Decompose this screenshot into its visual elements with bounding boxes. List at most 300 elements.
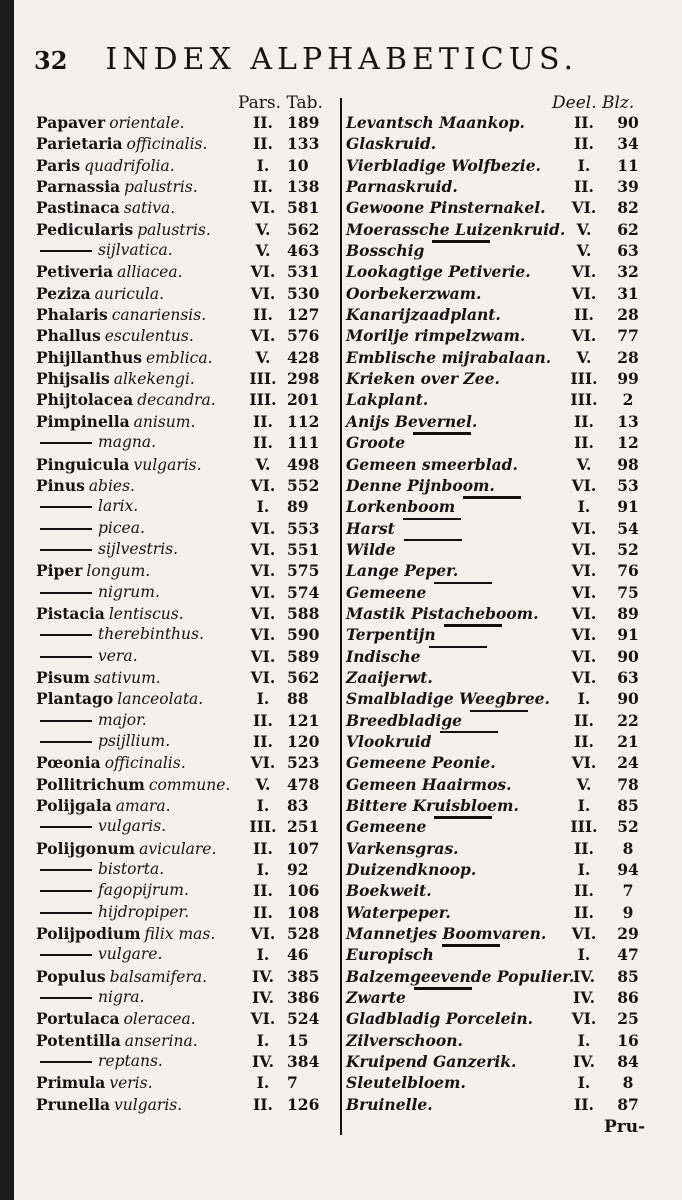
index-row	[0, 539, 682, 560]
deel-number: I.	[577, 1073, 591, 1093]
blz-number: 85	[617, 966, 639, 986]
dutch-name-text: Harst	[346, 518, 395, 538]
ditto-line	[432, 240, 490, 243]
latin-genus: Polijgala	[36, 796, 112, 815]
tab-number: 384	[287, 1052, 320, 1072]
pars-number: VI.	[250, 198, 276, 218]
tab-number: 89	[287, 497, 309, 517]
deel-number: II.	[574, 411, 594, 431]
deel-number: VI.	[571, 198, 597, 218]
deel-number: V.	[576, 241, 592, 261]
latin-species: sijlvatica.	[98, 241, 173, 260]
latin-species: nigra.	[98, 988, 145, 1007]
deel-number: II.	[574, 881, 594, 901]
tab-number: 120	[287, 731, 320, 751]
dutch-name	[346, 795, 546, 816]
tab-number: 553	[287, 518, 320, 538]
pars-number: III.	[249, 390, 277, 410]
blz-number: 99	[617, 369, 639, 389]
blz-number: 90	[617, 113, 639, 132]
deel-number: VI.	[571, 262, 597, 282]
blz-number: 90	[617, 646, 639, 666]
tab-number: 7	[287, 1073, 298, 1093]
tab-number: 463	[287, 241, 320, 261]
pars-number: III.	[249, 369, 277, 389]
index-row	[0, 283, 682, 304]
dutch-name	[346, 816, 546, 837]
latin-genus: Portulaca	[36, 1009, 120, 1029]
deel-number: II.	[574, 1094, 594, 1114]
blz-number: 47	[617, 945, 639, 965]
latin-name	[36, 731, 236, 752]
latin-name	[36, 389, 236, 411]
latin-species: picea.	[98, 518, 145, 537]
tab-number: 251	[287, 817, 320, 837]
ditto-dash	[40, 869, 92, 871]
tab-number: 10	[287, 155, 309, 175]
dutch-name	[346, 197, 546, 218]
latin-name	[36, 902, 236, 923]
deel-number: II.	[574, 838, 594, 858]
deel-number: II.	[574, 305, 594, 325]
index-row	[0, 646, 682, 667]
dutch-name	[346, 838, 546, 859]
ditto-dash	[40, 549, 92, 551]
blz-number: 16	[617, 1030, 639, 1050]
index-row	[0, 475, 682, 496]
tab-number: 562	[287, 219, 320, 239]
deel-number: VI.	[571, 326, 597, 346]
latin-genus: Polijgonum	[36, 838, 136, 858]
latin-name	[36, 1094, 236, 1116]
tab-number: 574	[287, 582, 320, 602]
index-row	[0, 710, 682, 731]
deel-number: IV.	[573, 988, 595, 1008]
dutch-name-text: Mannetjes Boomvaren.	[346, 924, 547, 944]
index-row	[0, 176, 682, 197]
latin-species: orientale.	[109, 114, 185, 132]
dutch-name-text: Kanarijzaadplant.	[346, 305, 501, 325]
tab-number: 108	[287, 902, 320, 922]
tab-number: 83	[287, 796, 309, 815]
tab-number: 576	[287, 326, 320, 346]
latin-name	[36, 539, 236, 560]
dutch-name	[346, 710, 546, 731]
tab-number: 126	[287, 1094, 320, 1114]
latin-genus: Pinguicula	[36, 454, 130, 474]
deel-number: III.	[570, 390, 598, 410]
dutch-name	[346, 944, 546, 965]
dutch-name	[346, 539, 546, 560]
dutch-name-text: Gewoone Pinsternakel.	[346, 198, 546, 218]
latin-name	[36, 987, 236, 1008]
tab-number: 127	[287, 305, 320, 325]
index-row	[0, 347, 682, 368]
tab-number: 530	[287, 283, 320, 303]
blz-number: 77	[617, 326, 639, 346]
blz-number: 7	[622, 881, 634, 901]
latin-genus: Petiveria	[36, 262, 114, 282]
deel-number: VI.	[571, 1009, 597, 1029]
latin-species: anisum.	[133, 412, 196, 431]
dutch-name	[346, 859, 546, 880]
pars-number: VI.	[250, 539, 276, 559]
latin-name	[36, 880, 236, 901]
pars-number: I.	[256, 497, 270, 517]
latin-genus: Pistacia	[36, 603, 105, 623]
blz-number: 13	[617, 411, 639, 431]
tab-number: 138	[287, 177, 320, 197]
latin-name	[36, 923, 236, 945]
latin-name	[36, 1008, 236, 1030]
dutch-name	[346, 261, 546, 282]
blz-number: 52	[617, 817, 639, 837]
deel-number: V.	[576, 454, 592, 474]
latin-genus: Potentilla	[36, 1030, 121, 1050]
tab-number: 92	[287, 860, 309, 880]
latin-name	[36, 1051, 236, 1072]
pars-number: II.	[253, 881, 273, 901]
ditto-dash	[40, 634, 92, 636]
dutch-name	[346, 496, 546, 517]
pars-number: IV.	[252, 1052, 274, 1072]
latin-name	[36, 710, 236, 731]
dutch-name	[346, 774, 546, 795]
deel-number: VI.	[571, 561, 597, 581]
latin-name	[36, 155, 236, 177]
blz-number: 12	[617, 433, 639, 453]
ditto-line	[403, 518, 461, 521]
dutch-name	[346, 112, 546, 133]
latin-name	[36, 240, 236, 261]
index-row	[0, 902, 682, 923]
ditto-dash	[40, 506, 92, 508]
blz-number: 2	[622, 390, 634, 410]
dutch-name-text: Lakplant.	[346, 390, 429, 410]
index-row	[0, 133, 682, 154]
dutch-name-text: Zilverschoon.	[346, 1030, 463, 1050]
column-header-deel-blz: Deel. Blz.	[552, 93, 635, 113]
pars-number: I.	[256, 1073, 270, 1093]
dutch-name	[346, 155, 546, 176]
page-number: 32	[34, 46, 68, 75]
blz-number: 90	[617, 689, 639, 709]
index-row	[0, 197, 682, 218]
pars-number: VI.	[250, 667, 276, 687]
latin-genus: Phallus	[36, 326, 101, 346]
dutch-name-text: Bittere Kruisbloem.	[346, 796, 519, 815]
ditto-dash	[40, 954, 92, 956]
deel-number: VI.	[571, 646, 597, 666]
latin-name	[36, 219, 236, 241]
dutch-name-text: Moerassche Luizenkruid.	[346, 219, 566, 239]
pars-number: VI.	[250, 582, 276, 602]
dutch-name-text: Sleutelbloem.	[346, 1073, 466, 1093]
dutch-name-text: Zwarte	[346, 988, 406, 1008]
tab-number: 121	[287, 710, 320, 730]
pars-number: II.	[253, 305, 273, 325]
dutch-name-text: Smalbladige Weegbree.	[346, 689, 550, 709]
dutch-name	[346, 966, 575, 987]
deel-number: II.	[574, 902, 594, 922]
pars-number: VI.	[250, 326, 276, 346]
deel-number: I.	[577, 155, 591, 175]
dutch-name-text: Lange Peper.	[346, 561, 459, 581]
blz-number: 52	[617, 539, 639, 559]
latin-species: lentiscus.	[108, 604, 184, 623]
latin-species: vulgaris.	[133, 455, 202, 474]
latin-genus: Phijtolacea	[36, 390, 134, 410]
ditto-dash	[40, 592, 92, 594]
blz-number: 62	[617, 219, 639, 239]
blz-number: 21	[617, 731, 639, 751]
dutch-name	[346, 176, 546, 197]
latin-name	[36, 475, 236, 497]
dutch-name-text: Emblische mijrabalaan.	[346, 347, 552, 367]
catchword: Pru-	[604, 1117, 646, 1137]
dutch-name-text: Vlookruid	[346, 731, 432, 751]
tab-number: 478	[287, 774, 320, 794]
pars-number: V.	[255, 454, 271, 474]
deel-number: I.	[577, 796, 591, 815]
index-row	[0, 1008, 682, 1029]
deel-number: I.	[577, 689, 591, 709]
latin-name	[36, 197, 236, 219]
index-row	[0, 752, 682, 773]
dutch-name-text: Europisch	[346, 945, 434, 965]
latin-species: decandra.	[137, 391, 216, 410]
latin-name	[36, 283, 236, 305]
latin-name	[36, 603, 236, 625]
tab-number: 498	[287, 454, 320, 474]
dutch-name	[346, 1094, 546, 1115]
blz-number: 25	[617, 1009, 639, 1029]
pars-number: I.	[256, 689, 270, 709]
pars-number: VI.	[250, 753, 276, 773]
dutch-name	[346, 923, 546, 944]
dutch-name-text: Vierbladige Wolfbezie.	[346, 155, 541, 175]
dutch-name	[346, 731, 546, 752]
latin-species: hijdropiper.	[98, 902, 190, 921]
deel-number: VI.	[571, 667, 597, 687]
latin-genus: Papaver	[36, 113, 106, 132]
dutch-name	[346, 368, 546, 389]
dutch-name	[346, 560, 546, 581]
latin-name	[36, 646, 236, 667]
latin-species: officinalis.	[126, 135, 208, 154]
index-row	[0, 155, 682, 176]
ditto-line	[440, 731, 498, 734]
dutch-name	[346, 667, 546, 688]
dutch-name-text: Indische	[346, 646, 421, 666]
index-row	[0, 667, 682, 688]
ditto-dash	[40, 741, 92, 743]
tab-number: 46	[287, 945, 309, 965]
pars-number: I.	[256, 796, 270, 815]
latin-genus: Pedicularis	[36, 219, 134, 239]
index-row	[0, 880, 682, 901]
deel-number: V.	[576, 219, 592, 239]
latin-name	[36, 944, 236, 965]
ditto-dash	[40, 528, 92, 530]
latin-name	[36, 518, 236, 539]
dutch-name-text: Bosschig	[346, 241, 425, 261]
tab-number: 189	[287, 113, 320, 132]
blz-number: 91	[617, 497, 639, 517]
pars-number: I.	[256, 1030, 270, 1050]
index-row	[0, 454, 682, 475]
blz-number: 98	[617, 454, 639, 474]
latin-species: emblica.	[145, 348, 213, 367]
index-row	[0, 1072, 682, 1093]
latin-genus: Pimpinella	[36, 411, 130, 431]
deel-number: I.	[577, 860, 591, 880]
dutch-name	[346, 582, 546, 603]
index-row	[0, 795, 682, 816]
dutch-name	[346, 475, 546, 496]
latin-name	[36, 411, 236, 433]
latin-species: fagopijrum.	[98, 881, 189, 900]
latin-species: magna.	[98, 433, 157, 452]
latin-name	[36, 838, 236, 860]
blz-number: 53	[617, 475, 639, 495]
pars-number: VI.	[250, 518, 276, 538]
index-row	[0, 219, 682, 240]
latin-species: longum.	[86, 562, 151, 581]
ditto-line	[414, 987, 472, 990]
dutch-name	[346, 133, 546, 154]
latin-species: lanceolata.	[117, 690, 204, 709]
index-row	[0, 582, 682, 603]
deel-number: V.	[576, 347, 592, 367]
dutch-name-text: Gemeen smeerblad.	[346, 454, 518, 474]
dutch-name	[346, 688, 550, 709]
blz-number: 89	[617, 603, 639, 623]
dutch-name	[346, 603, 546, 624]
dutch-name-text: Waterpeper.	[346, 902, 451, 922]
tab-number: 523	[287, 753, 320, 773]
latin-species: commune.	[148, 775, 231, 794]
index-row	[0, 987, 682, 1008]
dutch-name-text: Gemeene	[346, 582, 427, 602]
deel-number: II.	[574, 710, 594, 730]
dutch-name-text: Parnaskruid.	[346, 177, 458, 197]
pars-number: II.	[253, 433, 273, 453]
ditto-line	[404, 539, 462, 542]
ditto-line	[413, 432, 471, 435]
latin-species: amara.	[115, 797, 171, 815]
latin-genus: Populus	[36, 966, 106, 986]
blz-number: 75	[617, 582, 639, 602]
tab-number: 562	[287, 667, 320, 687]
deel-number: V.	[576, 774, 592, 794]
dutch-name-text: Gemeen Haairmos.	[346, 774, 512, 794]
tab-number: 106	[287, 881, 320, 901]
dutch-name	[346, 1008, 546, 1029]
dutch-name	[346, 347, 552, 368]
latin-species: filix mas.	[144, 925, 216, 944]
blz-number: 76	[617, 561, 639, 581]
dutch-name	[346, 304, 546, 325]
latin-genus: Pastinaca	[36, 198, 120, 218]
blz-number: 22	[617, 710, 639, 730]
deel-number: VI.	[571, 582, 597, 602]
index-row	[0, 1094, 682, 1115]
index-entries	[0, 112, 682, 1115]
tab-number: 88	[287, 689, 309, 709]
ditto-line	[442, 944, 500, 947]
index-row	[0, 560, 682, 581]
pars-number: VI.	[250, 1009, 276, 1029]
pars-number: VI.	[250, 475, 276, 495]
latin-name	[36, 133, 236, 155]
tab-number: 15	[287, 1030, 309, 1050]
dutch-name-text: Anijs Bevernel.	[346, 411, 478, 431]
index-row	[0, 518, 682, 539]
pars-number: II.	[253, 731, 273, 751]
column-header-pars-tab: Pars. Tab.	[238, 93, 323, 113]
tab-number: 590	[287, 625, 320, 645]
deel-number: VI.	[571, 518, 597, 538]
deel-number: VI.	[571, 924, 597, 944]
tab-number: 552	[287, 475, 320, 495]
deel-number: II.	[574, 433, 594, 453]
deel-number: VI.	[571, 625, 597, 645]
index-row	[0, 325, 682, 346]
tab-number: 112	[287, 411, 320, 431]
pars-number: V.	[255, 241, 271, 261]
dutch-name	[346, 902, 546, 923]
ditto-line	[463, 496, 521, 499]
dutch-name	[346, 987, 546, 1008]
latin-genus: Primula	[36, 1073, 106, 1093]
blz-number: 94	[617, 860, 639, 880]
latin-name	[36, 667, 236, 689]
pars-number: I.	[256, 155, 270, 175]
pars-number: V.	[255, 774, 271, 794]
blz-number: 28	[617, 347, 639, 367]
pars-number: VI.	[250, 625, 276, 645]
deel-number: VI.	[571, 283, 597, 303]
ditto-line	[470, 710, 528, 713]
pars-number: II.	[253, 1094, 273, 1114]
dutch-name-text: Denne Pijnboom.	[346, 475, 495, 495]
dutch-name	[346, 752, 546, 773]
blz-number: 63	[617, 667, 639, 687]
page-header	[34, 42, 578, 78]
ditto-dash	[40, 656, 92, 658]
blz-number: 31	[617, 283, 639, 303]
index-row	[0, 688, 682, 709]
deel-number: I.	[577, 497, 591, 517]
dutch-name-text: Lookagtige Petiverie.	[346, 262, 531, 282]
tab-number: 531	[287, 262, 320, 282]
dutch-name-text: Terpentijn	[346, 625, 436, 645]
dutch-name-text: Lorkenboom	[346, 497, 456, 517]
dutch-name	[346, 432, 546, 453]
pars-number: I.	[256, 860, 270, 880]
deel-number: VI.	[571, 475, 597, 495]
dutch-name-text: Bruinelle.	[346, 1094, 433, 1114]
index-row	[0, 261, 682, 282]
tab-number: 298	[287, 369, 320, 389]
latin-name	[36, 816, 236, 837]
index-row	[0, 411, 682, 432]
latin-species: alkekengi.	[113, 370, 195, 389]
dutch-name	[346, 454, 546, 475]
blz-number: 9	[622, 902, 634, 922]
latin-genus: Plantago	[36, 689, 114, 709]
